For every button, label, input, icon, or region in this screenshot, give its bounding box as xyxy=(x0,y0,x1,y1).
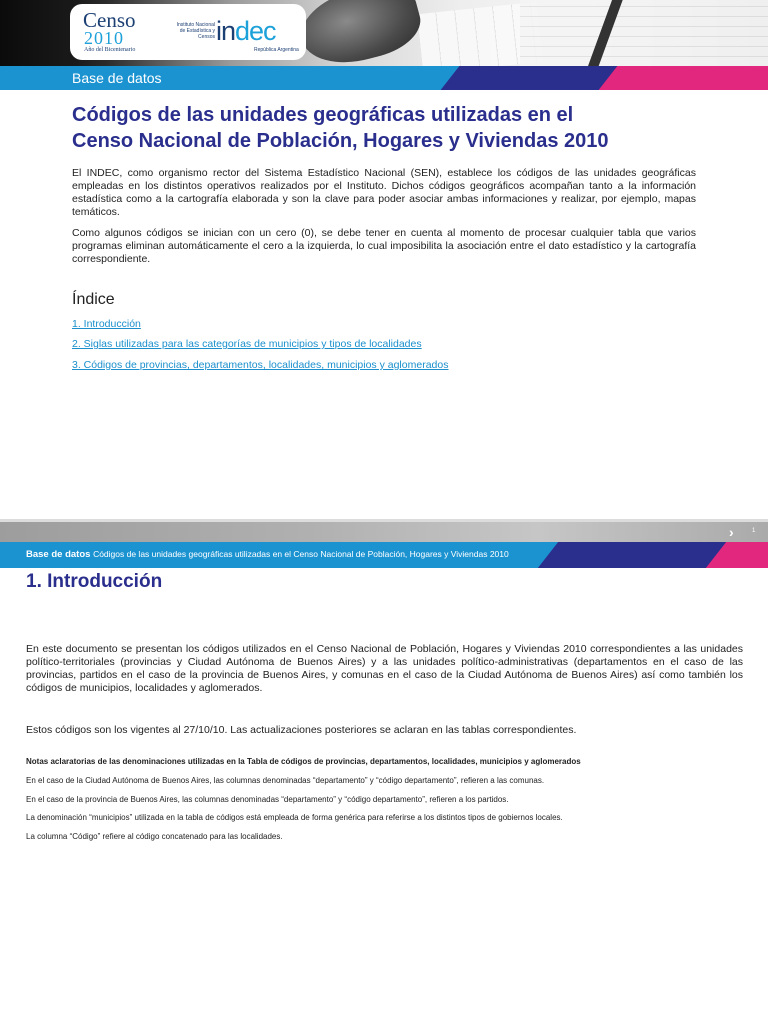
page2-banner-rest: Códigos de las unidades geográficas utilizadas en el Censo Nacional de Población, Hogares y Viviendas 2010 xyxy=(93,549,509,559)
intro-paragraph-2: Como algunos códigos se inician con un cero (0), se debe tener en cuenta al momento de procesar cualquier tabla que varios programas eliminan automáticamente el cero a la izquierda, lo cual imposibilita la asociación entre el dato estadístico y la cartografía correspondiente. xyxy=(72,227,696,265)
note-item-3: La denominación “municipios” utilizada en la tabla de códigos está empleada de forma genérica para referirse a los distintos tipos de gobiernos locales. xyxy=(26,813,563,822)
document-title xyxy=(72,102,712,154)
page2-banner-bold: Base de datos xyxy=(26,549,91,560)
introduccion-heading: 1. Introducción xyxy=(26,571,163,592)
logo-card xyxy=(70,4,306,60)
index-heading: Índice xyxy=(72,291,115,308)
indec-republic-label: República Argentina xyxy=(254,47,299,53)
indec-institution-name: Instituto Nacional de Estadística y Censos xyxy=(176,22,215,40)
title-line-2: Censo Nacional de Población, Hogares y Viviendas 2010 xyxy=(72,130,609,152)
note-item-2: En el caso de la provincia de Buenos Aires, las columnas denominadas “departamento” y “código departamento”, refieren a los partidos. xyxy=(26,795,509,804)
note-item-1: En el caso de la Ciudad Autónoma de Buenos Aires, las columnas denominadas “departamento” y “código departamento”, refieren a las comunas. xyxy=(26,776,545,785)
banner-stripe xyxy=(0,66,768,90)
page2-banner-stripe xyxy=(0,542,768,568)
page-number: 1 xyxy=(752,528,756,534)
censo-logo-subtitle: Año del Bicentenario xyxy=(84,47,136,53)
intro-paragraph-1: El INDEC, como organismo rector del Sistema Estadístico Nacional (SEN), establece los códigos de las unidades geográficas empleadas en los distintos operativos realizados por el Instituto. Dichos códigos geográficos acompañan tanto a la información estadística como a la cartografía elaborada y son la clave para poder asociar ambas informaciones y realizar, por ejemplo, mapas temáticos. xyxy=(72,167,696,218)
indec-logo-part-b: dec xyxy=(235,16,276,46)
index-link-siglas[interactable]: 2. Siglas utilizadas para las categorías de municipios y tipos de localidades xyxy=(72,338,422,350)
notes-heading: Notas aclaratorias de las denominaciones utilizadas en la Tabla de códigos de provincias, departamentos, localidades, municipios y aglomerados xyxy=(26,757,581,766)
note-item-4: La columna “Código” refiere al código concatenado para las localidades. xyxy=(26,832,283,841)
next-page-arrow-icon[interactable]: › xyxy=(729,524,734,540)
indec-logo-part-a: in xyxy=(216,16,236,46)
censo-logo-year: 2010 xyxy=(84,28,124,48)
page2-banner-text xyxy=(26,549,509,560)
page2-top-bar xyxy=(0,522,768,542)
index-link-introduccion[interactable]: 1. Introducción xyxy=(72,318,141,330)
indec-logo xyxy=(216,16,276,47)
index-link-codigos[interactable]: 3. Códigos de provincias, departamentos, localidades, municipios y aglomerados xyxy=(72,359,449,371)
censo-logo-word: Censo xyxy=(83,8,136,32)
title-line-1: Códigos de las unidades geográficas utilizadas en el xyxy=(72,104,574,126)
page2-paragraph-1: En este documento se presentan los códigos utilizados en el Censo Nacional de Población, Hogares y Viviendas 2010 correspondientes a las unidades político-territoriales (provincias y Ciudad Autónoma de Buenos Aires) y a las unidades político-administrativas (departamentos en el caso de las provincias, partidos en el caso de la provincia de Buenos Aires, y comunas en el caso de la Ciudad Autónoma de Buenos Aires) así como también los códigos de municipios, localidades y aglomerados. xyxy=(26,643,743,694)
page2-paragraph-2: Estos códigos son los vigentes al 27/10/10. Las actualizaciones posteriores se aclaran en las tablas correspondientes. xyxy=(26,724,577,736)
banner-label: Base de datos xyxy=(72,70,162,86)
